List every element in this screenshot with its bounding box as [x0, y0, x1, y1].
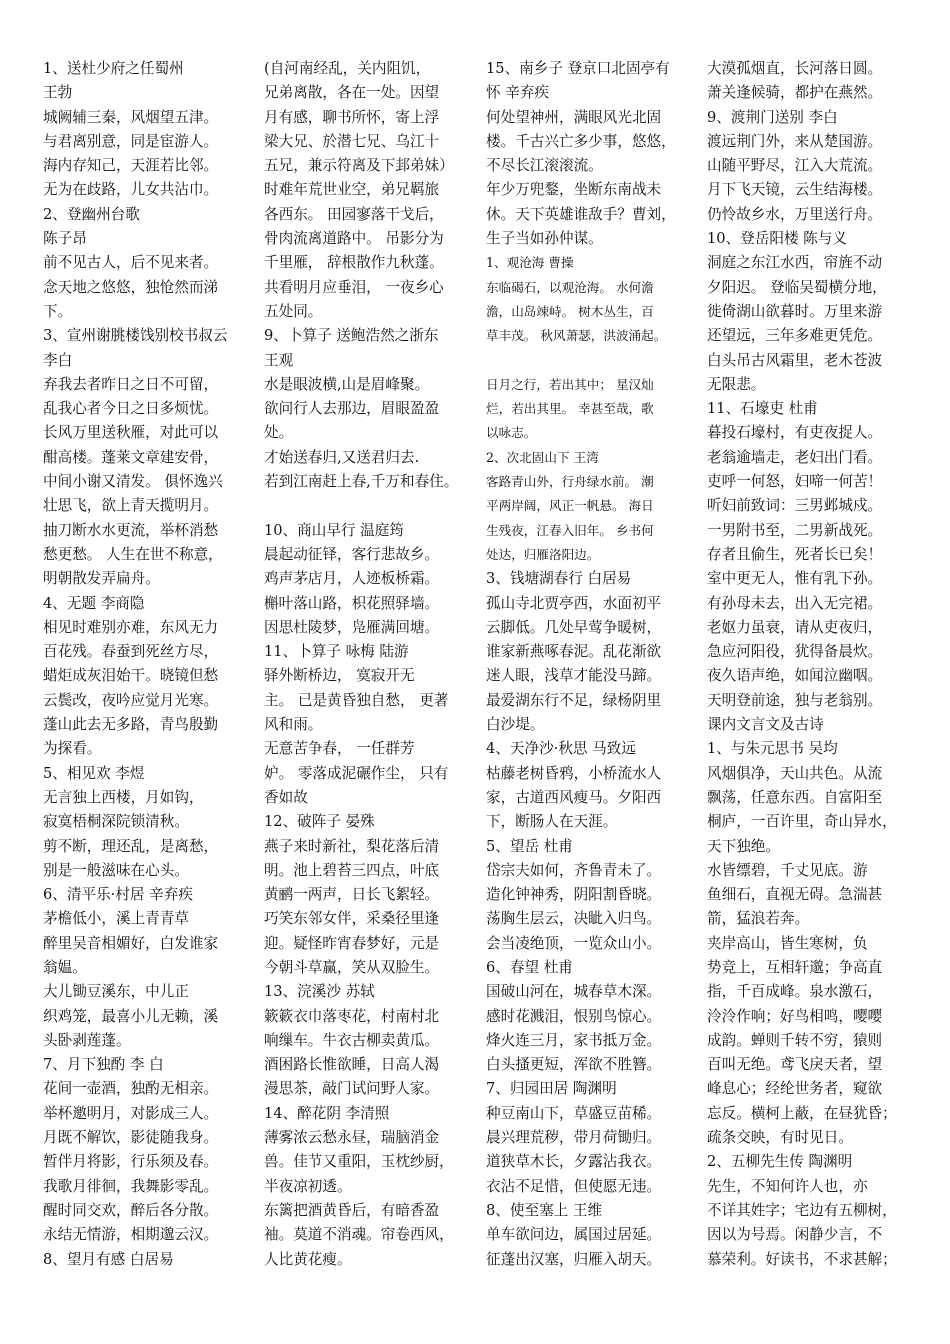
- text-line: 先生，不知何许人也，亦: [707, 1177, 868, 1195]
- text-line: 天明登前途，独与老翁别。: [707, 691, 883, 709]
- text-line: 有孙母未去，出入无完裙。: [707, 594, 883, 612]
- text-line: 五处同。: [264, 302, 323, 320]
- text-line: 处达，归雁洛阳边。: [486, 546, 600, 562]
- text-line: 共看明月应垂泪， 一夜乡心: [264, 278, 444, 296]
- text-line: 明。池上碧苔三四点，叶底: [264, 861, 440, 879]
- text-line: 3、宣州谢朓楼饯别校书叔云: [43, 327, 228, 345]
- text-line: 今朝斗草赢，笑从双脸生。: [264, 958, 440, 976]
- text-line: 10、商山早行 温庭筠: [264, 521, 404, 539]
- text-line: 老翁逾墙走，老妇出门看。: [707, 448, 883, 466]
- text-line: 白头吊古风霜里，老木苍波: [707, 351, 883, 369]
- text-line: 薄雾浓云愁永昼，瑞脑消金: [264, 1129, 440, 1147]
- text-line: 存者且偷生，死者长已矣！: [707, 545, 883, 563]
- text-line: 4、天净沙·秋思 马致远: [486, 740, 636, 758]
- text-line: 5、望岳 杜甫: [486, 837, 573, 855]
- text-line: 箭，猛浪若奔。: [707, 910, 810, 928]
- text-line: 茅檐低小，溪上青青草: [43, 910, 189, 928]
- text-line: 5、相见欢 李煜: [43, 764, 145, 782]
- text-line: 王勃: [43, 84, 73, 102]
- text-line: 生子当如孙仲谋。: [486, 230, 603, 248]
- text-line: 大漠孤烟直，长河落日圆。: [707, 60, 883, 77]
- text-line: 前不见古人，后不见来者。: [43, 254, 219, 272]
- text-line: 夜久语声绝，如闻泣幽咽。: [707, 667, 883, 685]
- text-line: 休。天下英雄谁敌手？曹刘，: [486, 205, 676, 223]
- text-line: 枯藤老树昏鸦，小桥流水人: [486, 764, 662, 782]
- text-line: 无为在歧路，儿女共沾巾。: [43, 181, 219, 199]
- text-column-4: [707, 57, 919, 1337]
- text-line: 徙倚湖山欲暮时。万里来游: [707, 302, 883, 320]
- text-line: 孤山寺北贾亭西，水面初平: [486, 594, 662, 612]
- text-line: 6、春望 杜甫: [486, 958, 573, 976]
- text-line: 吏呼一何怒，妇啼一何苦！: [707, 473, 883, 491]
- text-line: 簌簌衣巾落枣花，村南村北: [264, 1007, 440, 1025]
- text-line: 燕子来时新社，梨花落后清: [264, 837, 440, 855]
- text-line: 6、清平乐·村居 辛弃疾: [43, 886, 193, 904]
- text-line: 五兄，兼示符离及下邽弟妹）: [264, 157, 454, 175]
- text-line: 2、次北固山下 王湾: [486, 449, 599, 465]
- text-line: 夕阳迟。 登临吴蜀横分地，: [707, 278, 887, 296]
- text-line: 水皆缥碧，千丈见底。游: [707, 861, 868, 879]
- text-line: 各西东。 田园寥落干戈后，: [264, 205, 444, 223]
- text-line: 骨肉流离道路中。 吊影分为: [264, 230, 444, 248]
- text-line: 楼。千古兴亡多少事，悠悠，: [486, 132, 676, 150]
- text-line: 慕荣利。好读书，不求甚解；: [707, 1250, 897, 1268]
- text-line: 仍怜故乡水，万里送行舟。: [707, 205, 883, 223]
- text-line: 感时花溅泪，恨别鸟惊心。: [486, 1007, 662, 1025]
- text-line: 蓬山此去无多路，青鸟殷勤: [43, 716, 219, 734]
- text-line: 国破山河在，城春草木深。: [486, 983, 662, 1001]
- text-line: 荡胸生层云，决眦入归鸟。: [486, 910, 662, 928]
- text-line: 草丰茂。 秋风萧瑟，洪波涌起。: [486, 328, 667, 344]
- text-line: 1、观沧海 曹操: [486, 255, 574, 271]
- text-line: 月有感，聊书所怀，寄上浮: [264, 108, 440, 126]
- text-line: 无言独上西楼，月如钩，: [43, 788, 204, 806]
- text-line: 日月之行，若出其中； 星汉灿: [486, 376, 654, 392]
- text-line: 暂伴月将影，行乐须及春。: [43, 1153, 219, 1171]
- text-line: 造化钟神秀，阴阳割昏晓。: [486, 886, 662, 904]
- text-line: 风和雨。: [264, 716, 323, 734]
- text-line: 主。 已是黄昏独自愁， 更著: [264, 691, 449, 709]
- text-line: 平两岸阔，风正一帆悬。 海日: [486, 498, 654, 514]
- text-line: 响缫车。牛衣古柳卖黄瓜。: [264, 1031, 440, 1049]
- text-line: 因以为号焉。闲静少言，不: [707, 1226, 883, 1244]
- text-line: 9、卜算子 送鲍浩然之浙东: [264, 327, 439, 345]
- text-line: 1、送杜少府之任蜀州: [43, 60, 184, 77]
- text-column-1: [43, 57, 255, 1337]
- text-line: 疏条交映，有时见日。: [707, 1129, 853, 1147]
- text-line: 谁家新燕啄春泥。乱花渐欲: [486, 643, 662, 661]
- text-line: 晨兴理荒秽，带月荷锄归。: [486, 1129, 662, 1147]
- text-line: 2、登幽州台歌: [43, 205, 140, 223]
- text-line: 客路青山外，行舟绿水前。 潮: [486, 474, 654, 490]
- text-line: 8、使至塞上 王维: [486, 1201, 603, 1219]
- text-line: 百叫无绝。鸢飞戾天者，望: [707, 1056, 883, 1074]
- text-line: 欲问行人去那边，眉眼盈盈: [264, 400, 440, 418]
- text-column-3: [486, 57, 698, 1337]
- text-line: 人比黄花瘦。: [264, 1250, 352, 1268]
- text-line: 11、石壕吏 杜甫: [707, 400, 818, 418]
- text-line: 兄弟离散，各在一处。因望: [264, 84, 440, 102]
- text-line: 蜡炬成灰泪始干。晓镜但愁: [43, 667, 219, 685]
- text-line: 9、渡荆门送别 李白: [707, 108, 838, 126]
- text-line: 中间小谢又清发。 俱怀逸兴: [43, 473, 223, 491]
- text-line: 千里雁， 辞根散作九秋蓬。: [264, 254, 444, 272]
- text-line: 怀 辛弃疾: [486, 84, 550, 102]
- text-line: 下，断肠人在天涯。: [486, 813, 618, 831]
- text-line: 举杯邀明月，对影成三人。: [43, 1104, 219, 1122]
- text-line: 年少万兜鍪，坐断东南战未: [486, 181, 662, 199]
- text-line: 11、卜算子 咏梅 陆游: [264, 643, 409, 661]
- text-line: 渡远荆门外，来从楚国游。: [707, 132, 883, 150]
- text-line: 何处望神州，满眼风光北固: [486, 108, 662, 126]
- text-line: 白沙堤。: [486, 716, 545, 734]
- text-line: 黄鹂一两声，日长飞絮轻。: [264, 886, 440, 904]
- text-line: 半夜凉初透。: [264, 1177, 352, 1195]
- text-line: 势竞上，互相轩邈；争高直: [707, 958, 883, 976]
- text-line: 月既不解饮，影徒随我身。: [43, 1129, 219, 1147]
- text-line: 大儿锄豆溪东，中儿正: [43, 983, 189, 1001]
- text-line: 1、与朱元思书 吴均: [707, 740, 838, 758]
- text-line: 3、钱塘湖春行 白居易: [486, 570, 632, 588]
- text-line: 王观: [264, 351, 294, 369]
- text-line: 山随平野尽，江入大荒流。: [707, 157, 883, 175]
- text-line: 10、登岳阳楼 陈与义: [707, 230, 847, 248]
- text-line: 因思杜陵梦，凫雁满回塘。: [264, 618, 440, 636]
- text-line: 指，千百成峰。泉水激石，: [707, 983, 883, 1001]
- text-line: 云脚低。几处早莺争暖树，: [486, 618, 662, 636]
- text-line: 鸡声茅店月，人迹板桥霜。: [264, 570, 440, 588]
- text-line: 岱宗夫如何，齐鲁青未了。: [486, 861, 662, 879]
- text-line: 迎。疑怪昨宵春梦好，元是: [264, 934, 440, 952]
- text-line: 袖。莫道不消魂。帘卷西风，: [264, 1226, 454, 1244]
- text-line: 香如故: [264, 788, 308, 806]
- text-line: 酣高楼。蓬莱文章建安骨，: [43, 448, 219, 466]
- text-line: 迷人眼，浅草才能没马蹄。: [486, 667, 662, 685]
- text-line: 东临碣石，以观沧海。 水何澹: [486, 279, 654, 295]
- text-line: 处。: [264, 424, 294, 442]
- text-line: 萧关逢候骑，都护在燕然。: [707, 84, 883, 102]
- text-line: 14、醉花阴 李清照: [264, 1104, 390, 1122]
- text-line: 2、五柳先生传 陶渊明: [707, 1153, 853, 1171]
- text-line: 飘荡，任意东西。自富阳至: [707, 788, 883, 806]
- text-line: 醒时同交欢，醉后各分散。: [43, 1201, 219, 1219]
- text-line: 醉里吴音相媚好，白发谁家: [43, 934, 219, 952]
- text-line: 泠泠作响；好鸟相鸣，嘤嘤: [707, 1007, 883, 1025]
- text-line: 忘反。横柯上蔽，在昼犹昏；: [707, 1104, 897, 1122]
- text-line: 下。: [43, 302, 73, 320]
- text-line: 白头搔更短，浑欲不胜簪。: [486, 1056, 662, 1074]
- text-line: 巧笑东邻女伴，采桑径里逢: [264, 910, 440, 928]
- text-line: 剪不断，理还乱，是离愁，: [43, 837, 219, 855]
- text-line: 长风万里送秋雁，对此可以: [43, 424, 219, 442]
- text-line: [264, 494, 476, 518]
- text-line: 梁大兄、於潜七兄、乌江十: [264, 132, 440, 150]
- text-line: 百花残。春蚕到死丝方尽，: [43, 643, 219, 661]
- text-line: 永结无情游，相期邈云汉。: [43, 1226, 219, 1244]
- text-line: 城阙辅三秦，风烟望五津。: [43, 108, 219, 126]
- text-line: 衣沾不足惜，但使愿无违。: [486, 1177, 662, 1195]
- text-line: 为探看。: [43, 740, 102, 758]
- text-line: 急应河阳役，犹得备晨炊。: [707, 643, 883, 661]
- text-line: 壮思飞，欲上青天揽明月。: [43, 497, 219, 515]
- text-line: 以咏志。: [486, 425, 537, 441]
- text-line: 无意苦争春， 一任群芳: [264, 740, 415, 758]
- text-line: 不尽长江滚滚流。: [486, 157, 603, 175]
- text-line: 海内存知己，天涯若比邻。: [43, 157, 219, 175]
- text-line: 漫思茶，敲门试问野人家。: [264, 1080, 440, 1098]
- text-line: 生残夜，江春入旧年。 乡书何: [486, 522, 654, 538]
- text-line: 种豆南山下，草盛豆苗稀。: [486, 1104, 662, 1122]
- text-line: 头卧剥莲蓬。: [43, 1031, 131, 1049]
- text-line: 才始送春归,又送君归去.: [264, 448, 420, 466]
- text-line: 13、浣溪沙 苏轼: [264, 983, 375, 1001]
- text-line: 晨起动征铎，客行悲故乡。: [264, 545, 440, 563]
- text-line: 陈子昂: [43, 230, 87, 248]
- text-line: 夹岸高山，皆生寒树，负: [707, 934, 868, 952]
- text-line: 愁更愁。 人生在世不称意，: [43, 545, 223, 563]
- text-line: 相见时难别亦难，东风无力: [43, 618, 219, 636]
- text-line: 驿外断桥边， 寞寂开无: [264, 667, 415, 685]
- text-line: 别是一般滋味在心头。: [43, 861, 189, 879]
- text-line: 暮投石壕村，有吏夜捉人。: [707, 424, 883, 442]
- text-line: 织鸡笼，最喜小儿无赖，溪: [43, 1007, 219, 1025]
- text-line: 妒。 零落成泥碾作尘， 只有: [264, 764, 449, 782]
- text-line: 一男附书至，二男新战死。: [707, 521, 883, 539]
- text-line: 抽刀断水水更流，举杯消愁: [43, 521, 219, 539]
- text-line: 东篱把酒黄昏后，有暗香盈: [264, 1201, 440, 1219]
- text-line: 桐庐，一百许里，奇山异水，: [707, 813, 897, 831]
- text-line: 会当凌绝顶，一览众山小。: [486, 934, 662, 952]
- text-line: 最爱湖东行不足，绿杨阴里: [486, 691, 662, 709]
- text-line: [486, 349, 698, 373]
- text-line: 鱼细石，直视无碍。急湍甚: [707, 886, 883, 904]
- text-line: 峰息心；经纶世务者，窥欲: [707, 1080, 883, 1098]
- text-line: 槲叶落山路，枳花照驿墙。: [264, 594, 440, 612]
- text-line: 澹，山岛竦峙。 树木丛生，百: [486, 303, 654, 319]
- text-line: 我歌月徘徊，我舞影零乱。: [43, 1177, 219, 1195]
- text-line: 洞庭之东江水西，帘旌不动: [707, 254, 883, 272]
- text-line: 寂寞梧桐深院锁清秋。: [43, 813, 189, 831]
- text-line: 乱我心者今日之日多烦忧。: [43, 400, 219, 418]
- text-line: 烂，若出其里。 幸甚至哉，歌: [486, 401, 654, 417]
- text-line: 花间一壶酒，独酌无相亲。: [43, 1080, 219, 1098]
- text-line: 还望远，三年多难更凭危。: [707, 327, 883, 345]
- text-line: 家，古道西风瘦马。夕阳西: [486, 788, 662, 806]
- text-line: 室中更无人，惟有乳下孙。: [707, 570, 883, 588]
- text-line: 李白: [43, 351, 73, 369]
- text-line: 天下独绝。: [707, 837, 780, 855]
- text-line: 酒困路长惟欲睡，日高人渴: [264, 1056, 440, 1074]
- text-line: 云鬓改，夜吟应觉月光寒。: [43, 691, 219, 709]
- text-line: 水是眼波横,山是眉峰聚。: [264, 375, 430, 393]
- text-line: 老妪力虽衰，请从吏夜归，: [707, 618, 883, 636]
- text-line: 念天地之悠悠，独怆然而涕: [43, 278, 219, 296]
- text-line: 兽。佳节又重阳，玉枕纱厨，: [264, 1153, 454, 1171]
- text-line: 12、破阵子 晏殊: [264, 813, 375, 831]
- text-line: 不详其姓字；宅边有五柳树，: [707, 1201, 897, 1219]
- text-line: 时难年荒世业空，弟兄羁旅: [264, 181, 440, 199]
- text-line: 听妇前致词：三男邺城戍。: [707, 497, 883, 515]
- text-line: 翁媪。: [43, 958, 87, 976]
- text-line: 弃我去者昨日之日不可留，: [43, 375, 219, 393]
- text-column-2: [264, 57, 476, 1337]
- text-line: 4、无题 李商隐: [43, 594, 145, 612]
- text-line: 7、月下独酌 李 白: [43, 1056, 164, 1074]
- text-line: 若到江南赶上春,千万和春住。: [264, 473, 459, 491]
- text-line: 成韵。蝉则千转不穷，猿则: [707, 1031, 883, 1049]
- text-line: 烽火连三月，家书抵万金。: [486, 1031, 662, 1049]
- text-line: 风烟俱净，天山共色。从流: [707, 764, 883, 782]
- text-line: (自河南经乱，关内阻饥，: [264, 60, 431, 77]
- text-line: 无限悲。: [707, 375, 766, 393]
- text-line: 7、归园田居 陶渊明: [486, 1080, 617, 1098]
- text-line: 15、南乡子 登京口北固亭有: [486, 60, 670, 77]
- text-line: 单车欲问边，属国过居延。: [486, 1226, 662, 1244]
- text-line: 明朝散发弄扁舟。: [43, 570, 160, 588]
- text-line: 月下飞天镜，云生结海楼。: [707, 181, 883, 199]
- text-line: 与君离别意，同是宦游人。: [43, 132, 219, 150]
- text-line: 8、望月有感 白居易: [43, 1250, 174, 1268]
- text-line: 征蓬出汉塞，归雁入胡天。: [486, 1250, 662, 1268]
- text-line: 道狭草木长，夕露沾我衣。: [486, 1153, 662, 1171]
- text-line: 课内文言文及古诗: [707, 716, 824, 734]
